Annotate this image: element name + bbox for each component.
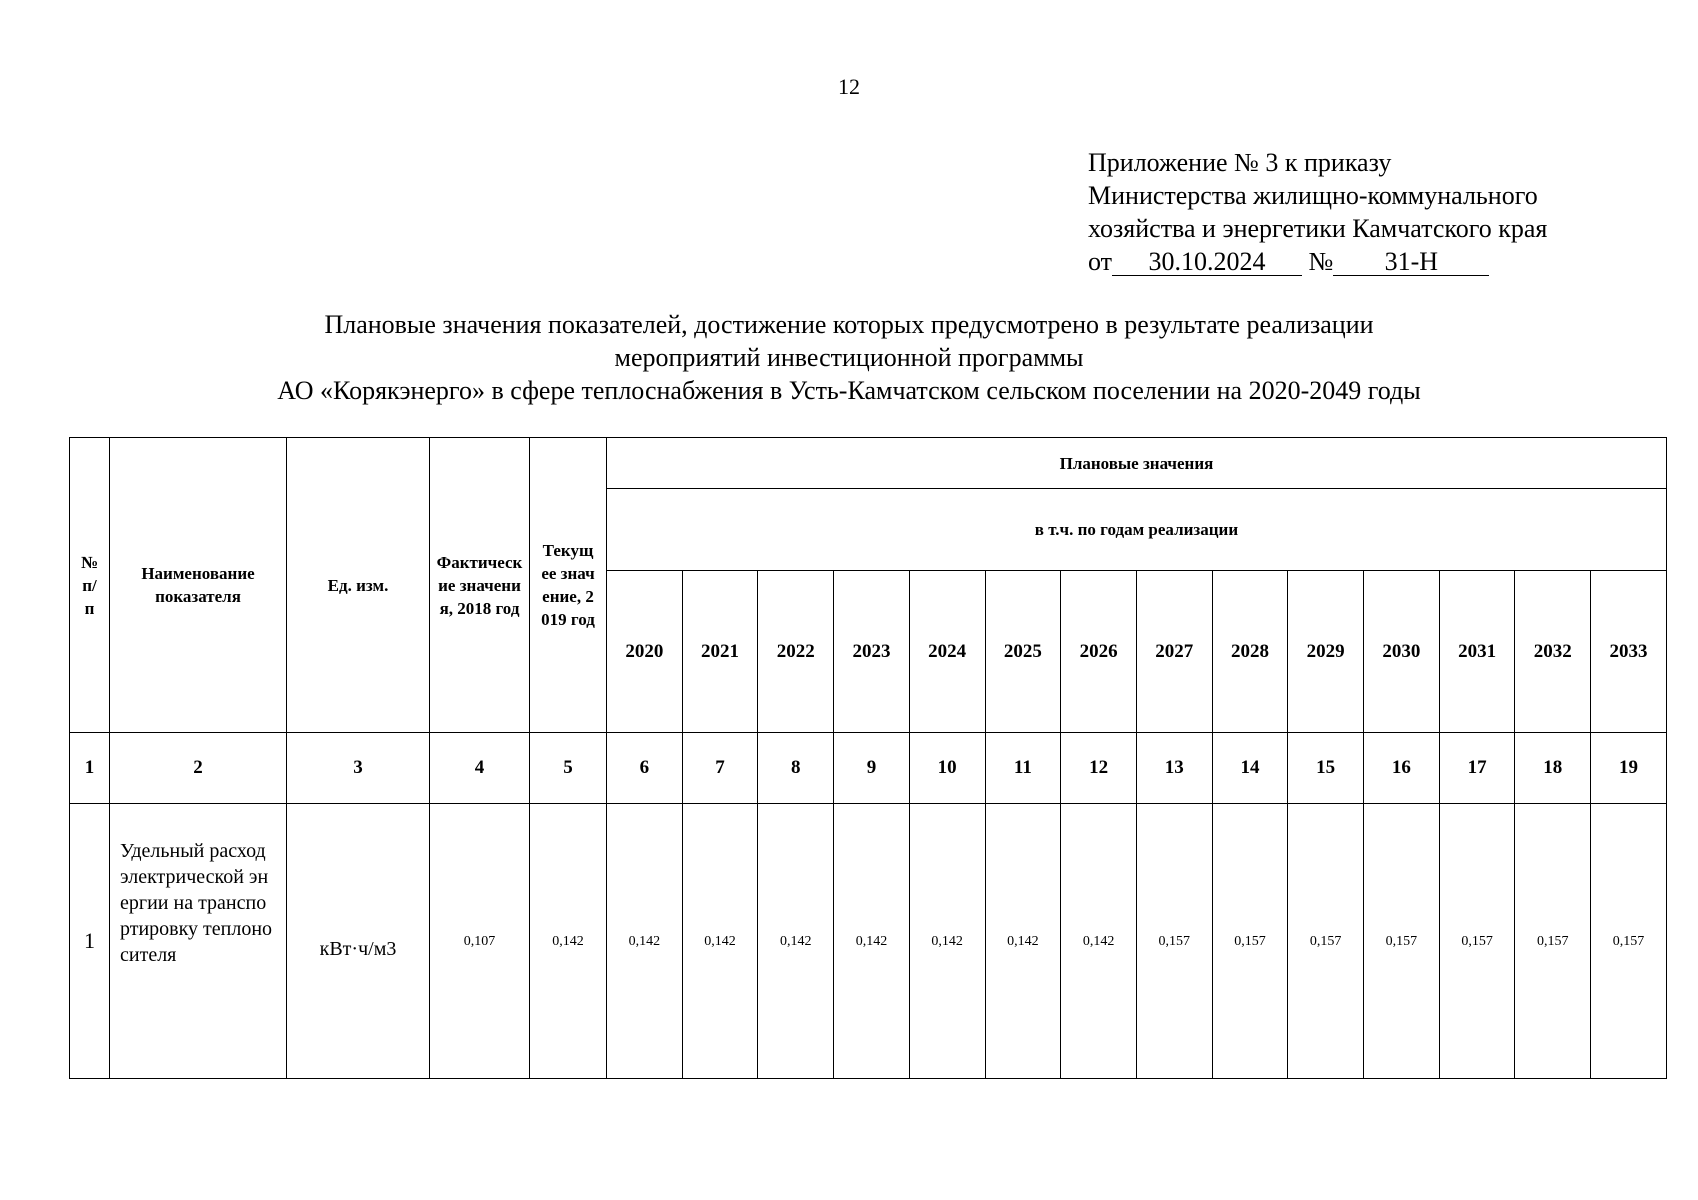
row-value-2021: 0,142 <box>682 804 758 1079</box>
column-number: 18 <box>1515 733 1591 804</box>
header-by-years: в т.ч. по годам реализации <box>607 489 1667 571</box>
header-actual: Фактические значения, 2018 год <box>430 438 530 733</box>
title-line-1: Плановые значения показателей, достижение которых предусмотрено в результате реализации <box>324 310 1374 339</box>
document-title <box>0 308 1698 407</box>
row-value-2023: 0,142 <box>834 804 910 1079</box>
column-number: 8 <box>758 733 834 804</box>
column-number: 3 <box>287 733 430 804</box>
column-number: 9 <box>834 733 910 804</box>
row-value-2030: 0,157 <box>1364 804 1440 1079</box>
title-line-3: АО «Корякэнерго» в сфере теплоснабжения в Усть-Камчатском сельском поселении на 2020-2049 годы <box>277 376 1421 405</box>
appendix-line-1: Приложение № 3 к приказу <box>1088 148 1392 177</box>
column-number: 10 <box>909 733 985 804</box>
header-planned: Плановые значения <box>607 438 1667 489</box>
table-row <box>70 804 1667 1079</box>
row-value-2033: 0,157 <box>1591 804 1667 1079</box>
row-current-value: 0,142 <box>530 804 607 1079</box>
order-number: 31-Н <box>1333 248 1489 276</box>
row-value-2022: 0,142 <box>758 804 834 1079</box>
number-sign: № <box>1308 247 1334 276</box>
column-number: 19 <box>1591 733 1667 804</box>
row-number: 1 <box>70 804 110 1079</box>
column-number-row <box>70 733 1667 804</box>
row-value-2029: 0,157 <box>1288 804 1364 1079</box>
header-year-2023: 2023 <box>834 571 910 733</box>
row-value-2027: 0,157 <box>1136 804 1212 1079</box>
column-number: 1 <box>70 733 110 804</box>
column-number: 12 <box>1061 733 1137 804</box>
row-value-2024: 0,142 <box>909 804 985 1079</box>
row-value-2020: 0,142 <box>607 804 683 1079</box>
appendix-date-line <box>1088 245 1547 278</box>
header-year-2021: 2021 <box>682 571 758 733</box>
header-year-2020: 2020 <box>607 571 683 733</box>
date-prefix: от <box>1088 247 1113 276</box>
header-year-2022: 2022 <box>758 571 834 733</box>
row-value-2028: 0,157 <box>1212 804 1288 1079</box>
column-number: 11 <box>985 733 1061 804</box>
page-number: 12 <box>838 74 860 99</box>
header-current: Текущее значение, 2019 год <box>530 438 607 733</box>
header-row-1 <box>70 438 1667 489</box>
header-year-2025: 2025 <box>985 571 1061 733</box>
row-value-2032: 0,157 <box>1515 804 1591 1079</box>
header-year-2031: 2031 <box>1439 571 1515 733</box>
row-actual-value: 0,107 <box>430 804 530 1079</box>
column-number: 14 <box>1212 733 1288 804</box>
header-year-2032: 2032 <box>1515 571 1591 733</box>
header-unit: Ед. изм. <box>287 438 430 733</box>
appendix-line-2: Министерства жилищно-коммунального <box>1088 181 1538 210</box>
row-value-2025: 0,142 <box>985 804 1061 1079</box>
appendix-line-3: хозяйства и энергетики Камчатского края <box>1088 214 1548 243</box>
title-line-2: мероприятий инвестиционной программы <box>614 343 1084 372</box>
row-indicator-name: Удельный расход электрической энергии на транспортировку теплоносителя <box>110 804 287 1079</box>
column-number: 4 <box>430 733 530 804</box>
header-num: № п/п <box>70 438 110 733</box>
order-date: 30.10.2024 <box>1112 248 1302 276</box>
column-number: 15 <box>1288 733 1364 804</box>
header-year-2028: 2028 <box>1212 571 1288 733</box>
column-number: 7 <box>682 733 758 804</box>
header-year-2026: 2026 <box>1061 571 1137 733</box>
header-name: Наименование показателя <box>110 438 287 733</box>
header-year-2030: 2030 <box>1364 571 1440 733</box>
header-year-2029: 2029 <box>1288 571 1364 733</box>
header-year-2027: 2027 <box>1136 571 1212 733</box>
header-year-2024: 2024 <box>909 571 985 733</box>
column-number: 17 <box>1439 733 1515 804</box>
column-number: 13 <box>1136 733 1212 804</box>
header-year-2033: 2033 <box>1591 571 1667 733</box>
row-unit: кВт·ч/м3 <box>287 804 430 1079</box>
row-value-2026: 0,142 <box>1061 804 1137 1079</box>
indicators-table <box>69 437 1667 1079</box>
row-value-2031: 0,157 <box>1439 804 1515 1079</box>
column-number: 2 <box>110 733 287 804</box>
appendix-header <box>1088 146 1547 278</box>
column-number: 6 <box>607 733 683 804</box>
column-number: 5 <box>530 733 607 804</box>
column-number: 16 <box>1364 733 1440 804</box>
